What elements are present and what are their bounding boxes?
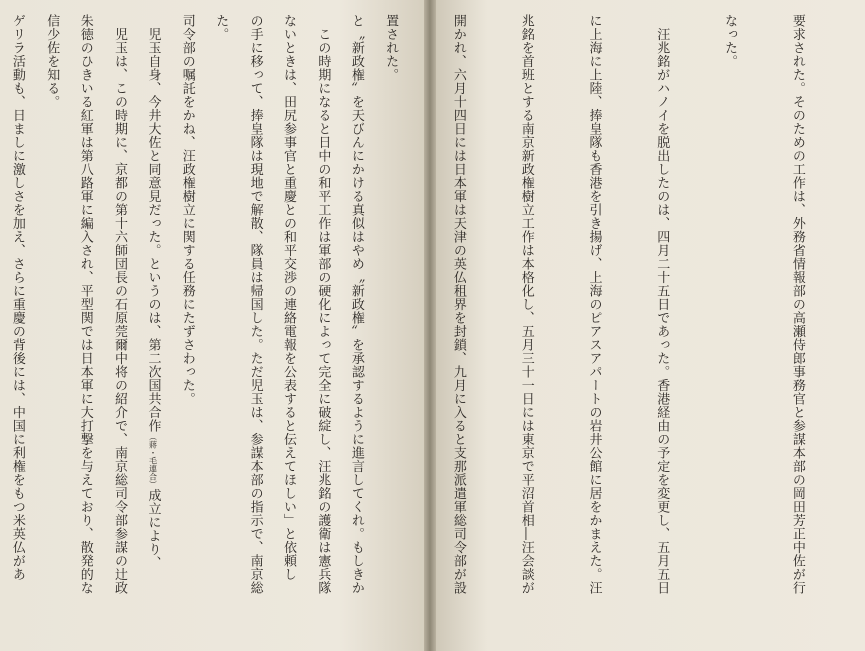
text-line: に上海に上陸、捧皇隊も香港を引き揚げ、上海のピアスアパートの岩井公館に居をかまえた。汪	[586, 14, 602, 595]
text-line: 司令部の嘱託をかね、汪政権樹立に関する任務にたずさわった。	[179, 14, 195, 406]
text-segment: 児玉自身、今井大佐と同意見だった。というのは、第二次国共合作	[145, 14, 161, 433]
text-line: の手に移って、捧皇隊は現地で解散、隊員は帰国した。ただ児玉は、参謀本部の指示で、南京総	[247, 14, 263, 595]
text-line: と〝新政権〟を天びんにかける真似はやめ〝新政権〟を承認するように進言してくれ。もしきか	[348, 14, 364, 595]
text-line: 朱徳のひきいる紅軍は第八路軍に編入され、平型関では日本軍に大打撃を与えており、散発的な	[77, 14, 93, 595]
text-line: ないときは、田尻参事官と重慶との和平交渉の連絡電報を公表すると伝えてほしい」と依頼し	[281, 14, 297, 581]
text-line: 要求された。そのための工作は、外務省情報部の高瀬侍郎事務官と参謀本部の岡田芳正中佐が行	[789, 14, 805, 595]
text-line: ゲリラ活動も、日ましに激しさを加え、さらに重慶の背後には、中国に利権をもつ米英仏があ	[9, 14, 25, 581]
text-line: 信少佐を知る。	[44, 14, 60, 109]
text-line: この時期になると日中の和平工作は軍部の硬化によって完全に破綻し、汪兆銘の護衛は憲兵隊	[315, 14, 331, 595]
text-line: 兆銘を首班とする南京新政権樹立工作は本格化し、五月三十一日には東京で平沼首相―汪会談が	[518, 14, 534, 595]
text-line: 開かれ、六月十四日には日本軍は天津の英仏租界を封鎖、九月に入ると支那派遣軍総司令部が設	[450, 14, 466, 595]
inline-note: （蔣・毛連合）	[148, 432, 158, 489]
text-line: 児玉は、この時期に、京都の第十六師団長の石原莞爾中将の紹介で、南京総司令部参謀の辻政	[112, 14, 127, 595]
text-line: 置された。	[383, 14, 399, 82]
text-line: なった。	[722, 14, 738, 68]
text-segment: 成立により、	[145, 488, 161, 570]
text-line: 汪兆銘がハノイを脱出したのは、四月二十五日であった。香港経由の予定を変更し、五月五日	[654, 14, 670, 595]
text-line: た。	[213, 14, 229, 41]
